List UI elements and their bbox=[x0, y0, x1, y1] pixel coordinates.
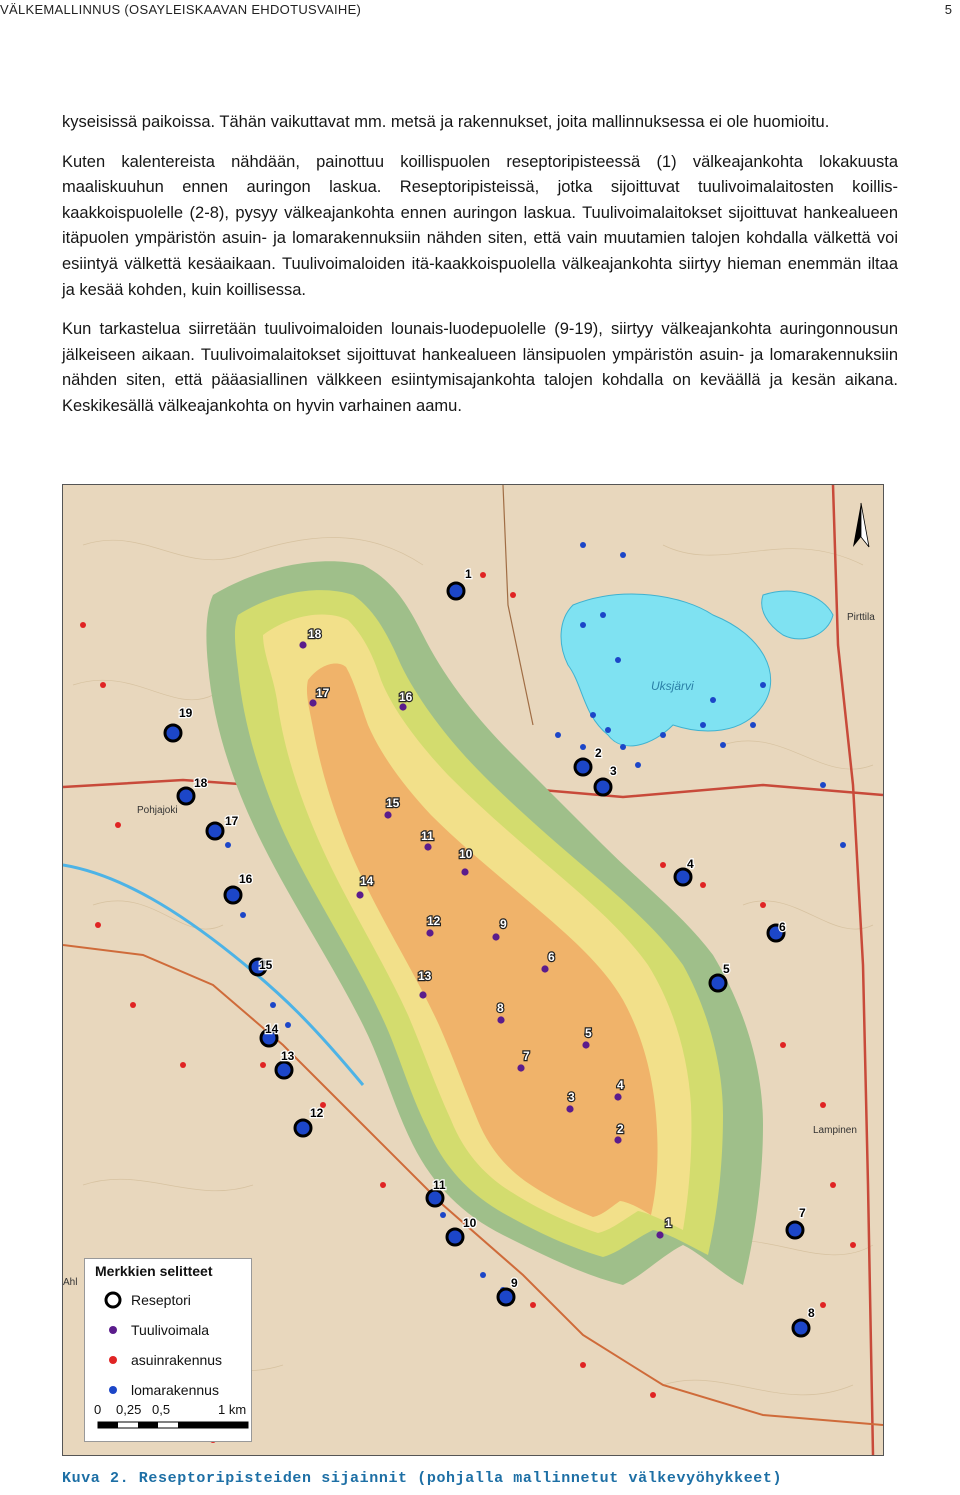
receptor-5 bbox=[710, 975, 726, 991]
receptor-label-6: 6 bbox=[779, 920, 786, 934]
turbine-label-8: 8 bbox=[497, 1001, 504, 1015]
legend-item-turbine bbox=[95, 1317, 209, 1343]
turbine-label-5: 5 bbox=[585, 1026, 592, 1040]
turbine-label-2: 2 bbox=[617, 1122, 624, 1136]
document-title: VÄLKEMALLINNUS (OSAYLEISKAAVAN EHDOTUSVAIHE) bbox=[0, 2, 362, 17]
scale-tick-2: 0,5 bbox=[152, 1402, 171, 1417]
turbine-label-6: 6 bbox=[548, 950, 555, 964]
receptor-7 bbox=[787, 1222, 803, 1238]
receptor-17 bbox=[207, 823, 223, 839]
paragraph-3: Kun tarkastelua siirretään tuulivoimaloiden lounais-luodepuolelle (9-19), siirtyy välkeajankohta auringonnousun jälkeiseen aikaan. Tuulivoimalaitokset sijoittuvat hankealueen länsipuolen ympäristön asuin- ja lomarakennuksiin nähden siten, että pääasiallinen välkkeen esiintymisajankohta talojen kohdalla on keväällä ja kesän aikana. Keskikesällä välkeajankohta on hyvin varhainen aamu. bbox=[62, 320, 898, 415]
legend-label-turbine: Tuulivoimala bbox=[131, 1322, 210, 1338]
receptor-12 bbox=[295, 1120, 311, 1136]
turbine-13 bbox=[419, 991, 426, 998]
receptor-label-4: 4 bbox=[687, 857, 694, 871]
receptor-2 bbox=[575, 759, 591, 775]
scale-bar-graphic bbox=[92, 1402, 252, 1440]
turbine-label-16: 16 bbox=[399, 690, 413, 704]
page-number: 5 bbox=[944, 2, 952, 17]
legend-item-residential bbox=[95, 1347, 222, 1373]
receptor-18 bbox=[178, 788, 194, 804]
receptor-label-10: 10 bbox=[463, 1216, 477, 1230]
turbine-icon bbox=[95, 1325, 131, 1335]
turbine-18 bbox=[299, 641, 306, 648]
scale-tick-0: 0 bbox=[94, 1402, 102, 1417]
place-uksjarvi: Uksjärvi bbox=[651, 679, 694, 693]
receptor-11 bbox=[427, 1190, 443, 1206]
turbine-label-7: 7 bbox=[523, 1049, 530, 1063]
turbine-16 bbox=[399, 703, 406, 710]
receptor-label-5: 5 bbox=[723, 962, 730, 976]
legend-title: Merkkien selitteet bbox=[95, 1263, 213, 1279]
turbine-12 bbox=[426, 929, 433, 936]
receptor-label-15: 15 bbox=[259, 958, 273, 972]
turbine-label-1: 1 bbox=[665, 1216, 672, 1230]
scale-tick-3: 1 km bbox=[218, 1402, 247, 1417]
receptor-label-7: 7 bbox=[799, 1206, 806, 1220]
turbine-14 bbox=[356, 891, 363, 898]
turbine-6 bbox=[541, 965, 548, 972]
receptor-label-19: 19 bbox=[179, 706, 193, 720]
paragraph-2: Kuten kalentereista nähdään, painottuu koillispuolen reseptoripisteessä (1) välkeajankohta lokakuusta maaliskuuhun ennen auringon laskua. Reseptoripisteissä, jotka sijoittuvat tuulivoimalaitosten koillis-kaakkoispuolelle (2-8), pysyy välkeajankohta ennen auringon laskua. Tuulivoimalaitokset sijoittuvat hankealueen itäpuolen ympäristön asuin- ja lomarakennuksiin nähden siten, että vain muutamien talojen kohdalla välkettä voi esiintyä välkettä kesäaikaan. Tuulivoimaloiden itä-kaakkoispuolella välkeajankohta siirtyy hieman enemmän iltaa ja kesää kohden, kuin koillisessa. bbox=[62, 152, 898, 299]
turbine-2 bbox=[614, 1136, 621, 1143]
scale-tick-1: 0,25 bbox=[116, 1402, 142, 1417]
place-ahl: Ahl bbox=[63, 1277, 78, 1288]
receptor-label-14: 14 bbox=[265, 1022, 279, 1036]
turbine-label-12: 12 bbox=[427, 914, 441, 928]
turbine-1 bbox=[656, 1231, 663, 1238]
receptor-label-13: 13 bbox=[281, 1049, 295, 1063]
receptor-label-1: 1 bbox=[465, 567, 472, 581]
turbine-label-14: 14 bbox=[360, 874, 374, 888]
receptor-16 bbox=[225, 887, 241, 903]
turbine-7 bbox=[517, 1064, 524, 1071]
receptor-label-18: 18 bbox=[194, 776, 208, 790]
turbine-label-3: 3 bbox=[568, 1090, 575, 1104]
turbine-8 bbox=[497, 1016, 504, 1023]
legend-item-receptor bbox=[95, 1287, 191, 1313]
turbine-label-18: 18 bbox=[308, 627, 322, 641]
residential-icon bbox=[95, 1355, 131, 1365]
turbine-label-10: 10 bbox=[459, 847, 473, 861]
page-header bbox=[0, 0, 960, 22]
receptor-label-3: 3 bbox=[610, 764, 617, 778]
turbine-label-11: 11 bbox=[421, 829, 434, 843]
turbine-label-15: 15 bbox=[386, 796, 400, 810]
receptor-label-11: 11 bbox=[433, 1178, 446, 1192]
place-pirttila: Pirttila bbox=[847, 612, 875, 623]
receptor-10 bbox=[447, 1229, 463, 1245]
scale-bar bbox=[92, 1402, 252, 1440]
legend-item-holiday bbox=[95, 1377, 219, 1403]
turbine-15 bbox=[384, 811, 391, 818]
legend-label-residential: asuinrakennus bbox=[131, 1352, 223, 1368]
receptor-label-9: 9 bbox=[511, 1276, 518, 1290]
receptor-label-17: 17 bbox=[225, 814, 239, 828]
turbine-3 bbox=[566, 1105, 573, 1112]
turbine-label-13: 13 bbox=[418, 969, 432, 983]
receptor-13 bbox=[276, 1062, 292, 1078]
receptor-19 bbox=[165, 725, 181, 741]
place-pohjajoki: Pohjajoki bbox=[137, 805, 178, 816]
turbine-5 bbox=[582, 1041, 589, 1048]
turbine-10 bbox=[461, 868, 468, 875]
receptor-label-12: 12 bbox=[310, 1106, 324, 1120]
turbine-9 bbox=[492, 933, 499, 940]
turbine-label-17: 17 bbox=[316, 686, 330, 700]
receptor-3 bbox=[595, 779, 611, 795]
receptor-label-2: 2 bbox=[595, 746, 602, 760]
paragraph-1: kyseisissä paikoissa. Tähän vaikuttavat mm. metsä ja rakennukset, joita mallinnuksessa ei ole huomioitu. bbox=[62, 113, 830, 131]
receptor-8 bbox=[793, 1320, 809, 1336]
figure-caption: Kuva 2. Reseptoripisteiden sijainnit (pohjalla mallinnetut välkevyöhykkeet) bbox=[62, 1470, 783, 1487]
body-text bbox=[62, 110, 898, 434]
turbine-label-4: 4 bbox=[617, 1078, 624, 1092]
receptor-9 bbox=[498, 1289, 514, 1305]
legend-label-receptor: Reseptori bbox=[131, 1292, 191, 1308]
receptor-icon bbox=[95, 1291, 131, 1309]
turbine-17 bbox=[309, 699, 316, 706]
place-lampinen: Lampinen bbox=[813, 1125, 857, 1136]
receptor-1 bbox=[448, 583, 464, 599]
receptor-4 bbox=[675, 869, 691, 885]
turbine-4 bbox=[614, 1093, 621, 1100]
receptor-label-16: 16 bbox=[239, 872, 253, 886]
turbine-label-9: 9 bbox=[500, 917, 507, 931]
holiday-icon bbox=[95, 1385, 131, 1395]
receptor-label-8: 8 bbox=[808, 1306, 815, 1320]
turbine-11 bbox=[424, 843, 431, 850]
legend-label-holiday: lomarakennus bbox=[131, 1382, 219, 1398]
